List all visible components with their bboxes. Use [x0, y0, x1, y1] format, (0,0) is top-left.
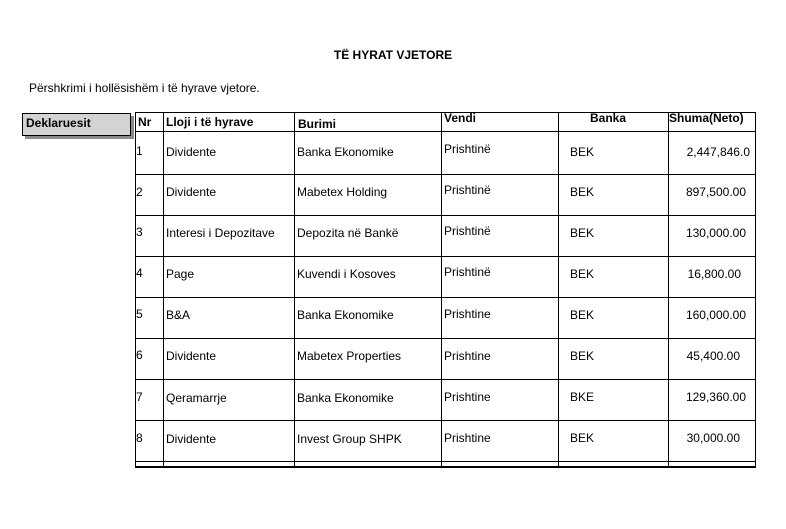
row-nr: 1 — [136, 144, 143, 158]
header-nr: Nr — [138, 115, 152, 129]
row-place: Prishtinë — [444, 265, 491, 279]
header-place: Vendi — [444, 111, 477, 125]
row-amount: 897,500.00 — [685, 185, 746, 199]
row-source: Depozita në Bankë — [297, 226, 399, 240]
row-source: Banka Ekonomike — [297, 145, 394, 159]
row-income-type: B&A — [166, 308, 191, 322]
document-title: TË HYRAT VJETORE — [333, 48, 453, 62]
row-nr: 7 — [136, 390, 143, 404]
row-income-type: Qeramarrje — [166, 391, 227, 405]
row-nr: 4 — [136, 266, 143, 280]
row-bank: BEK — [570, 267, 595, 281]
row-place: Prishtine — [444, 349, 491, 363]
row-bank: BEK — [570, 226, 595, 240]
row-nr: 8 — [136, 431, 143, 445]
row-income-type: Dividente — [166, 349, 217, 363]
row-income-type: Dividente — [166, 145, 217, 159]
header-source: Burimi — [298, 117, 337, 131]
row-bank: BEK — [570, 185, 595, 199]
row-bank: BEK — [570, 145, 595, 159]
row-income-type: Dividente — [166, 185, 217, 199]
table-grid — [135, 112, 760, 472]
row-amount: 30,000.00 — [686, 431, 740, 445]
row-amount: 45,400.00 — [686, 349, 740, 363]
row-bank: BEK — [570, 349, 595, 363]
row-nr: 3 — [136, 225, 143, 239]
row-place: Prishtinë — [444, 183, 491, 197]
row-income-type: Dividente — [166, 432, 217, 446]
row-source: Banka Ekonomike — [297, 308, 394, 322]
row-source: Mabetex Holding — [297, 185, 388, 199]
row-source: Mabetex Properties — [297, 349, 402, 363]
row-nr: 5 — [136, 307, 143, 321]
row-amount: 130,000.00 — [685, 226, 746, 240]
row-nr: 2 — [136, 185, 143, 199]
row-income-type: Page — [166, 267, 195, 281]
row-place: Prishtine — [444, 307, 491, 321]
row-amount: 129,360.00 — [685, 390, 746, 404]
row-income-type: Interesi i Depozitave — [166, 226, 275, 240]
row-source: Banka Ekonomike — [297, 391, 394, 405]
row-source: Invest Group SHPK — [297, 432, 402, 446]
row-bank: BKE — [570, 390, 595, 404]
header-income-type: Lloji i të hyrave — [166, 115, 254, 129]
row-amount: 2,447,846.0 — [686, 145, 750, 159]
row-amount: 160,000.00 — [685, 308, 746, 322]
row-source: Kuvendi i Kosoves — [297, 267, 396, 281]
row-place: Prishtinë — [444, 224, 491, 238]
row-amount: 16,800.00 — [687, 267, 741, 281]
declarer-label: Deklaruesit — [22, 113, 131, 136]
row-place: Prishtine — [444, 390, 491, 404]
row-bank: BEK — [570, 308, 595, 322]
row-bank: BEK — [570, 431, 595, 445]
row-place: Prishtine — [444, 431, 491, 445]
row-nr: 6 — [136, 348, 143, 362]
document-description: Përshkrimi i hollësishëm i të hyrave vjetore. — [29, 81, 260, 95]
row-place: Prishtinë — [444, 142, 491, 156]
header-bank: Banka — [590, 111, 627, 125]
header-amount: Shuma(Neto) — [669, 111, 744, 125]
